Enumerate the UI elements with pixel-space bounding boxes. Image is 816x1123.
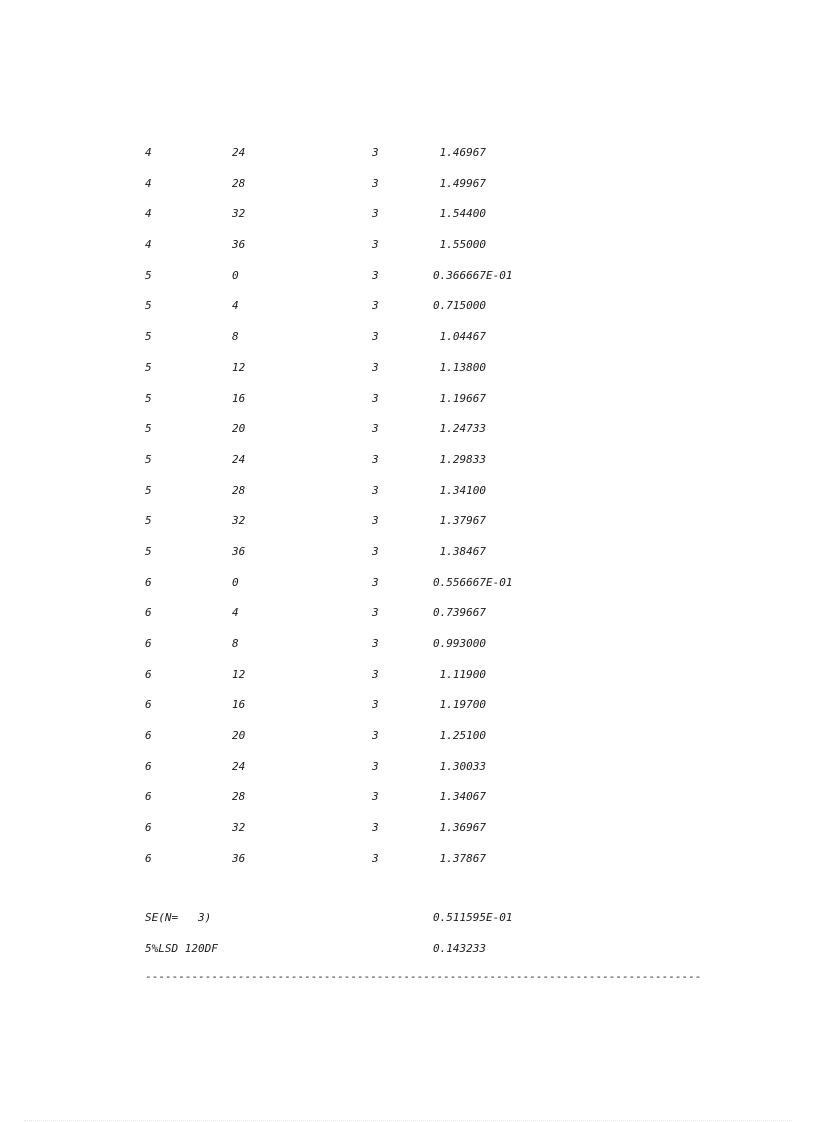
- time-cell: 4: [232, 606, 239, 620]
- lsd-label: 5%LSD 120DF: [145, 942, 218, 955]
- table-row: [0, 269, 816, 300]
- time-cell: 32: [232, 514, 246, 528]
- time-cell: 36: [232, 851, 246, 865]
- table-row: [0, 146, 816, 177]
- time-cell: 20: [232, 422, 246, 436]
- mean-cell: 0.739667: [433, 606, 486, 620]
- group-cell: 4: [145, 207, 152, 221]
- table-row: [0, 545, 816, 576]
- time-cell: 28: [232, 176, 246, 190]
- group-cell: 6: [145, 759, 152, 773]
- table-row: [0, 852, 816, 883]
- group-cell: 6: [145, 698, 152, 712]
- n-cell: 3: [372, 299, 379, 313]
- table-row: [0, 392, 816, 423]
- n-cell: 3: [372, 575, 379, 589]
- group-cell: 5: [145, 422, 152, 436]
- mean-cell: 1.34100: [433, 483, 486, 497]
- group-cell: 4: [145, 146, 152, 159]
- table-row: [0, 361, 816, 392]
- table-row: [0, 760, 816, 791]
- group-cell: 5: [145, 360, 152, 374]
- lsd-value: 0.143233: [433, 942, 486, 955]
- n-cell: 3: [372, 729, 379, 743]
- group-cell: 6: [145, 790, 152, 804]
- mean-cell: 1.46967: [433, 146, 486, 159]
- mean-cell: 0.556667E-01: [433, 575, 513, 589]
- dashed-rule: ------------------------------------------------------------------------------------: [145, 970, 702, 983]
- summary-row-lsd: [0, 942, 816, 973]
- mean-cell: 1.29833: [433, 452, 486, 466]
- n-cell: 3: [372, 544, 379, 558]
- table-row: [0, 668, 816, 699]
- time-cell: 0: [232, 268, 239, 282]
- mean-cell: 1.04467: [433, 330, 486, 344]
- mean-cell: 0.993000: [433, 637, 486, 650]
- n-cell: 3: [372, 821, 379, 835]
- group-cell: 5: [145, 483, 152, 497]
- time-cell: 16: [232, 391, 246, 405]
- table-row: [0, 238, 816, 269]
- mean-cell: 1.24733: [433, 422, 486, 436]
- n-cell: 3: [372, 452, 379, 466]
- group-cell: 6: [145, 606, 152, 620]
- time-cell: 28: [232, 790, 246, 804]
- mean-cell: 1.34067: [433, 790, 486, 804]
- mean-cell: 1.37867: [433, 851, 486, 865]
- mean-cell: 1.36967: [433, 821, 486, 835]
- time-cell: 16: [232, 698, 246, 712]
- group-cell: 6: [145, 821, 152, 835]
- time-cell: 36: [232, 544, 246, 558]
- n-cell: 3: [372, 146, 379, 159]
- table-row: [0, 422, 816, 453]
- se-value: 0.511595E-01: [433, 911, 513, 924]
- table-row: [0, 207, 816, 238]
- mean-cell: 1.49967: [433, 176, 486, 190]
- group-cell: 6: [145, 575, 152, 589]
- table-row: [0, 330, 816, 361]
- mean-cell: 1.13800: [433, 360, 486, 374]
- mean-cell: 1.30033: [433, 759, 486, 773]
- group-cell: 6: [145, 729, 152, 743]
- summary-section: [0, 911, 816, 973]
- summary-row-se: [0, 911, 816, 942]
- group-cell: 4: [145, 176, 152, 190]
- mean-cell: 1.11900: [433, 667, 486, 681]
- group-cell: 5: [145, 452, 152, 466]
- n-cell: 3: [372, 790, 379, 804]
- n-cell: 3: [372, 759, 379, 773]
- table-row: [0, 637, 816, 668]
- group-cell: 6: [145, 667, 152, 681]
- table-row: [0, 299, 816, 330]
- time-cell: 36: [232, 238, 246, 252]
- time-cell: 24: [232, 146, 246, 159]
- time-cell: 24: [232, 759, 246, 773]
- group-cell: 5: [145, 544, 152, 558]
- n-cell: 3: [372, 606, 379, 620]
- group-cell: 5: [145, 268, 152, 282]
- n-cell: 3: [372, 514, 379, 528]
- table-row: [0, 821, 816, 852]
- page-bottom-border: [24, 1120, 792, 1121]
- n-cell: 3: [372, 637, 379, 650]
- n-cell: 3: [372, 422, 379, 436]
- time-cell: 24: [232, 452, 246, 466]
- time-cell: 0: [232, 575, 239, 589]
- group-cell: 5: [145, 391, 152, 405]
- mean-cell: 1.25100: [433, 729, 486, 743]
- time-cell: 8: [232, 330, 239, 344]
- time-cell: 32: [232, 207, 246, 221]
- table-row: [0, 453, 816, 484]
- time-cell: 20: [232, 729, 246, 743]
- time-cell: 12: [232, 667, 246, 681]
- group-cell: 5: [145, 514, 152, 528]
- n-cell: 3: [372, 238, 379, 252]
- time-cell: 32: [232, 821, 246, 835]
- n-cell: 3: [372, 330, 379, 344]
- group-cell: 6: [145, 851, 152, 865]
- n-cell: 3: [372, 176, 379, 190]
- n-cell: 3: [372, 268, 379, 282]
- group-cell: 5: [145, 330, 152, 344]
- mean-cell: 1.54400: [433, 207, 486, 221]
- n-cell: 3: [372, 207, 379, 221]
- table-row: [0, 606, 816, 637]
- se-label: SE(N= 3): [145, 911, 212, 924]
- time-cell: 12: [232, 360, 246, 374]
- n-cell: 3: [372, 391, 379, 405]
- table-row: [0, 790, 816, 821]
- n-cell: 3: [372, 360, 379, 374]
- n-cell: 3: [372, 851, 379, 865]
- table-row: [0, 514, 816, 545]
- mean-cell: 1.37967: [433, 514, 486, 528]
- table-row: [0, 484, 816, 515]
- table-row: [0, 576, 816, 607]
- group-cell: 5: [145, 299, 152, 313]
- mean-cell: 1.19700: [433, 698, 486, 712]
- n-cell: 3: [372, 667, 379, 681]
- time-cell: 8: [232, 637, 239, 650]
- mean-cell: 0.715000: [433, 299, 486, 313]
- table-row: [0, 698, 816, 729]
- table-row: [0, 177, 816, 208]
- table-row: [0, 729, 816, 760]
- n-cell: 3: [372, 483, 379, 497]
- mean-cell: 1.55000: [433, 238, 486, 252]
- mean-cell: 0.366667E-01: [433, 268, 513, 282]
- time-cell: 4: [232, 299, 239, 313]
- mean-cell: 1.19667: [433, 391, 486, 405]
- group-cell: 4: [145, 238, 152, 252]
- time-cell: 28: [232, 483, 246, 497]
- data-table: [0, 146, 816, 883]
- group-cell: 6: [145, 637, 152, 650]
- n-cell: 3: [372, 698, 379, 712]
- mean-cell: 1.38467: [433, 544, 486, 558]
